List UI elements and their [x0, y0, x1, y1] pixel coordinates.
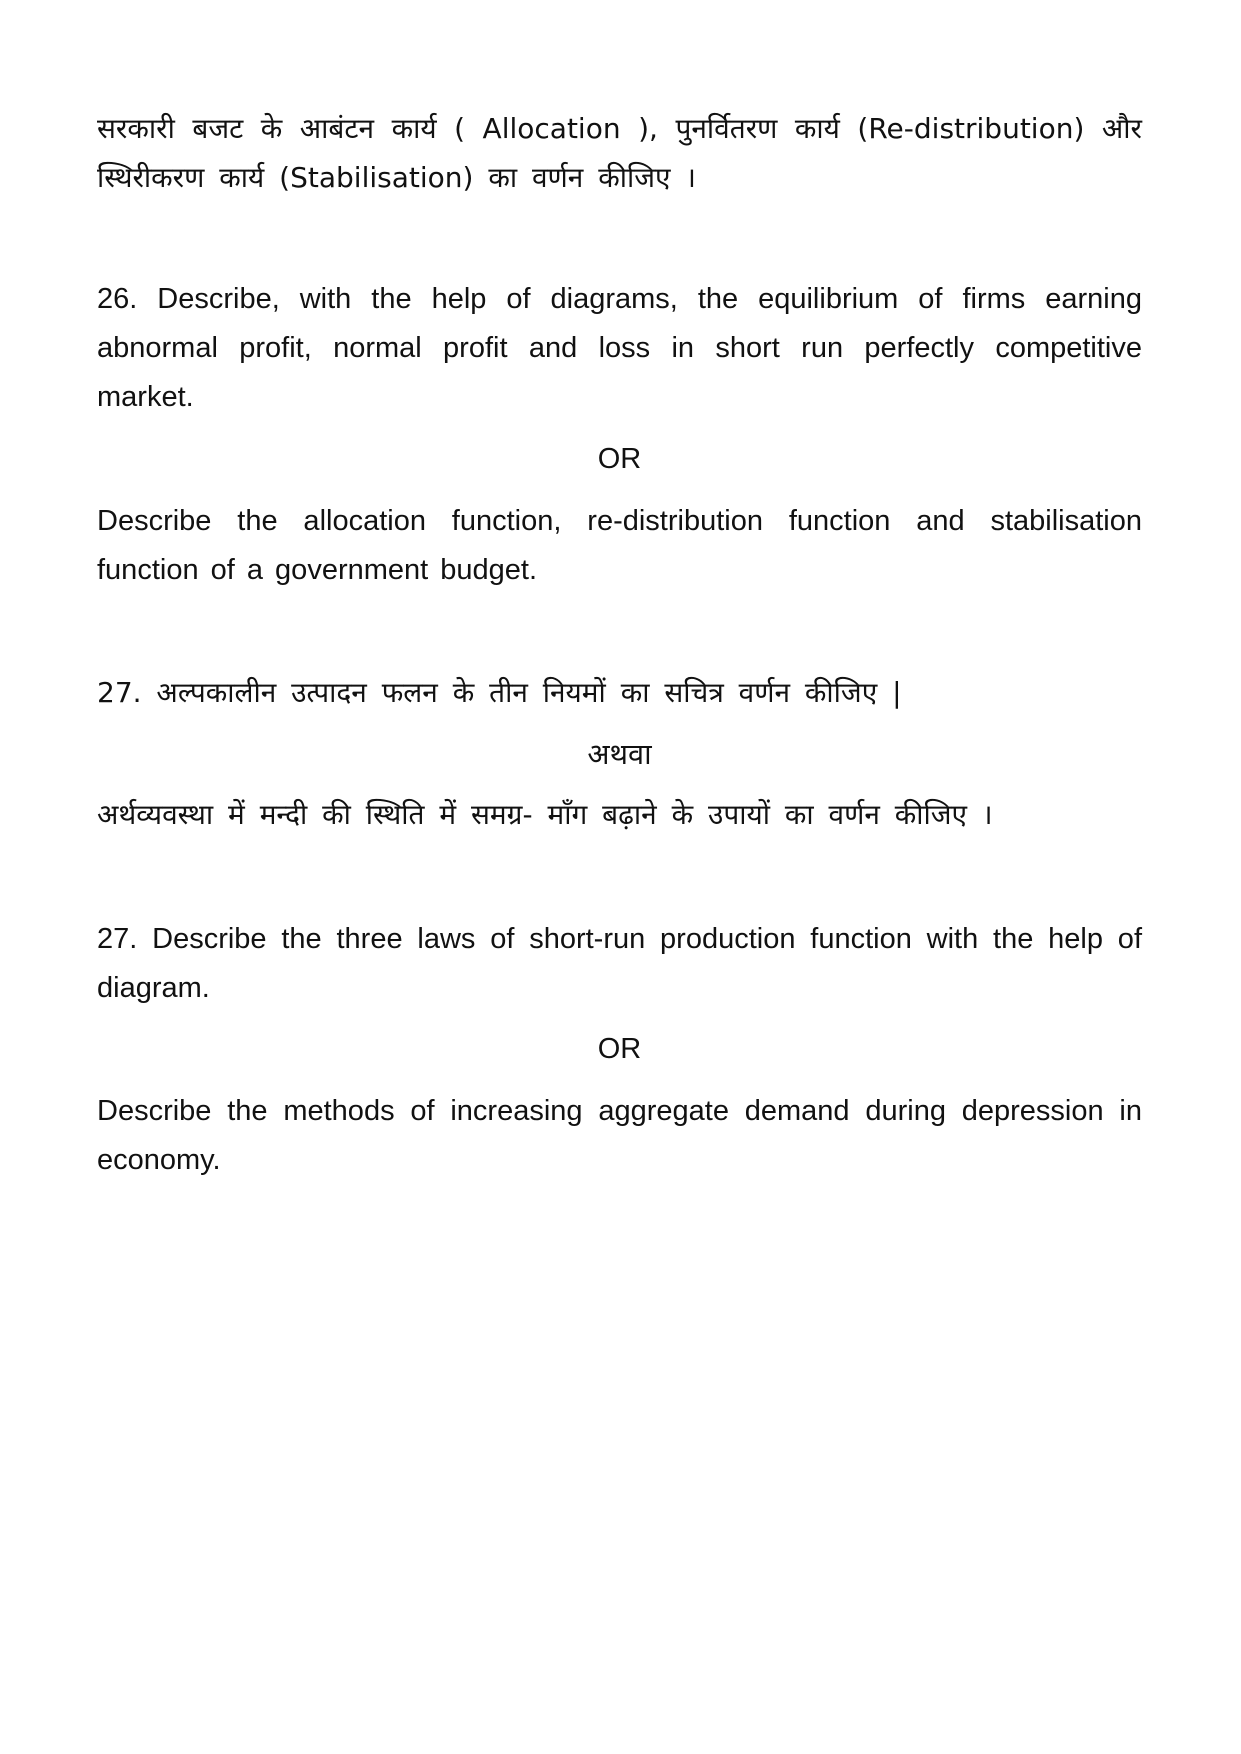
question-25-hindi-alternative: सरकारी बजट के आबंटन कार्य ( Allocation ), पुनर्वितरण कार्य (Re-distribution) और स्थिरीकरण कार्य (Stabilisation) का वर्णन कीजिए । — [97, 112, 1142, 194]
question-27-hindi-alternative: अर्थव्यवस्था में मन्दी की स्थिति में समग्र- माँग बढ़ाने के उपायों का वर्णन कीजिए । — [97, 798, 993, 831]
question-27-hindi: 27. अल्पकालीन उत्पादन फलन के तीन नियमों का सचित्र वर्णन कीजिए | — [97, 676, 902, 709]
question-26-english: 26. Describe, with the help of diagrams, the equilibrium of firms earning abnormal profit, normal profit and loss in short run perfectly competitive market. — [97, 283, 1142, 413]
question-26-alternative: Describe the allocation function, re-distribution function and stabilisation function of a government budget. — [97, 505, 1142, 586]
question-27-english: 27. Describe the three laws of short-run production function with the help of diagram. — [97, 923, 1142, 1004]
question-27-or-label: OR — [597, 1033, 642, 1065]
question-27-hindi-or-label: अथवा — [587, 737, 652, 771]
question-26-or-label: OR — [597, 443, 642, 475]
question-27-alternative: Describe the methods of increasing aggregate demand during depression in economy. — [97, 1095, 1142, 1176]
